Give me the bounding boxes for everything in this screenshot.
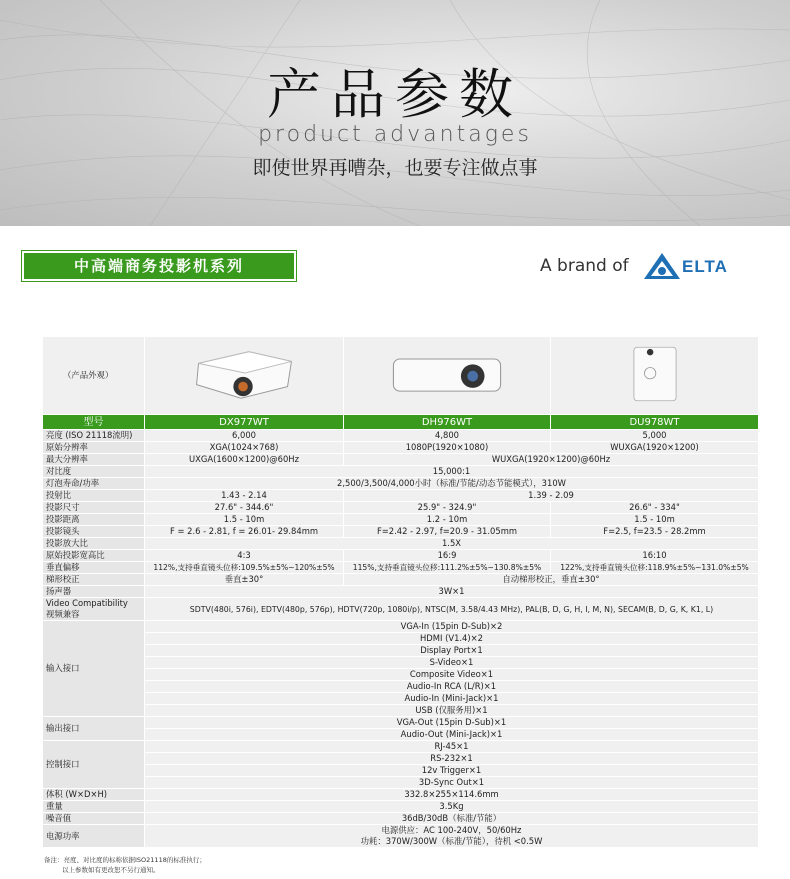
table-row (43, 454, 759, 466)
projector-icon (590, 344, 720, 404)
footnote-line: 以上参数如有更改恕不另行通知。 (62, 866, 160, 874)
cell: 5,000 (551, 430, 759, 442)
cell: 1080P(1920×1080) (344, 442, 551, 454)
series-label: 中高端商务投影机系列 (22, 251, 296, 281)
cell: 332.8×255×114.6mm (145, 789, 759, 801)
cell: 自动梯形校正，垂直±30° (344, 574, 759, 586)
table-row (43, 753, 759, 765)
table-row (43, 645, 759, 657)
cell: 15,000:1 (145, 466, 759, 478)
cell: 1.5 - 10m (551, 514, 759, 526)
product-image-dx977wt (145, 337, 344, 415)
cell (145, 825, 759, 848)
row-label: 噪音值 (43, 813, 145, 825)
cell: S-Video×1 (145, 657, 759, 669)
model-label: 型号 (43, 415, 145, 430)
cell: F = 2.6 - 2.81, f = 26.01- 29.84mm (145, 526, 344, 538)
cell: XGA(1024×768) (145, 442, 344, 454)
cell: VGA-Out (15pin D-Sub)×1 (145, 717, 759, 729)
row-label: 电源功率 (43, 825, 145, 848)
table-row (43, 801, 759, 813)
table-row (43, 657, 759, 669)
row-label-line: Video Compatibility (46, 598, 128, 608)
row-label: 亮度 (ISO 21118流明) (43, 430, 145, 442)
cell: 1.43 - 2.14 (145, 490, 344, 502)
cell: 3.5Kg (145, 801, 759, 813)
cell: RS-232×1 (145, 753, 759, 765)
page-subtitle: product advantages (258, 122, 532, 147)
cell: 4:3 (145, 550, 344, 562)
table-row (43, 490, 759, 502)
model-name: DU978WT (551, 415, 759, 430)
table-row (43, 693, 759, 705)
row-label: 原始投影宽高比 (43, 550, 145, 562)
row-label: 输出接口 (43, 717, 145, 741)
table-row (43, 789, 759, 801)
cell: RJ-45×1 (145, 741, 759, 753)
cell: SDTV(480i, 576i), EDTV(480p, 576p), HDTV(720p, 1080i/p), NTSC(M, 3.58/4.43 MHz), PAL(B, D, G, H, I, M, N), SECAM(B, D, G, K, K1, L) (145, 598, 759, 621)
row-label: 投影尺寸 (43, 502, 145, 514)
cell: WUXGA(1920×1200)@60Hz (344, 454, 759, 466)
cell: 36dB/30dB（标准/节能） (145, 813, 759, 825)
delta-logo (642, 251, 742, 281)
cell-line: 电源供应：AC 100-240V，50/60Hz (381, 825, 522, 835)
cell: Audio-In RCA (L/R)×1 (145, 681, 759, 693)
row-label: 对比度 (43, 466, 145, 478)
table-row (43, 526, 759, 538)
hero-banner (0, 0, 790, 226)
cell: UXGA(1600×1200)@60Hz (145, 454, 344, 466)
delta-triangle-icon (642, 251, 682, 281)
row-label (43, 598, 145, 621)
cell: Audio-In (Mini-Jack)×1 (145, 693, 759, 705)
table-row (43, 681, 759, 693)
cell: VGA-In (15pin D-Sub)×2 (145, 621, 759, 633)
footnote-line: 备注：亮度、对比度的标称依据ISO21118的标准执行； (44, 856, 206, 864)
table-row (43, 765, 759, 777)
table-row (43, 514, 759, 526)
table-row (43, 705, 759, 717)
cell: 1.39 - 2.09 (344, 490, 759, 502)
row-label: 原始分辨率 (43, 442, 145, 454)
table-row (43, 741, 759, 753)
table-row (43, 633, 759, 645)
table-row (43, 586, 759, 598)
cell: HDMI (V1.4)×2 (145, 633, 759, 645)
table-row (43, 669, 759, 681)
model-name: DH976WT (344, 415, 551, 430)
cell: 112%,支持垂直镜头位移:109.5%±5%~120%±5% (145, 562, 344, 574)
row-label-line: 视频兼容 (46, 609, 80, 619)
cell: 26.6" - 334" (551, 502, 759, 514)
cell: 3D-Sync Out×1 (145, 777, 759, 789)
table-row (43, 538, 759, 550)
table-row (43, 717, 759, 729)
cell: Audio-Out (Mini-Jack)×1 (145, 729, 759, 741)
table-row (43, 777, 759, 789)
cell: F=2.42 - 2.97, f=20.9 - 31.05mm (344, 526, 551, 538)
row-label: 投影镜头 (43, 526, 145, 538)
product-image-dh976wt (344, 337, 551, 415)
brand-text: A brand of (540, 256, 629, 276)
cell: WUXGA(1920×1200) (551, 442, 759, 454)
cell: 3W×1 (145, 586, 759, 598)
cell: Display Port×1 (145, 645, 759, 657)
table-row (43, 598, 759, 621)
cell: 6,000 (145, 430, 344, 442)
cell: 垂直±30° (145, 574, 344, 586)
table-row (43, 430, 759, 442)
table-row (43, 621, 759, 633)
row-label: 重量 (43, 801, 145, 813)
spec-table (42, 336, 759, 848)
cell: Composite Video×1 (145, 669, 759, 681)
table-row (43, 562, 759, 574)
cell: 122%,支持垂直镜头位移:118.9%±5%~131.0%±5% (551, 562, 759, 574)
table-row (43, 729, 759, 741)
cell: 4,800 (344, 430, 551, 442)
row-label: 投射比 (43, 490, 145, 502)
row-label: 体积 (W×D×H) (43, 789, 145, 801)
delta-logo-text: ELTA (682, 257, 728, 276)
footnote (44, 855, 206, 875)
page-title: 产品参数 (267, 63, 523, 126)
table-row (43, 502, 759, 514)
row-label: 投影放大比 (43, 538, 145, 550)
cell: 1.5X (145, 538, 759, 550)
image-row-label: （产品外观） (43, 337, 145, 415)
cell: 1.2 - 10m (344, 514, 551, 526)
cell: F=2.5, f=23.5 - 28.2mm (551, 526, 759, 538)
cell-line: 功耗：370W/300W（标准/节能），待机 <0.5W (360, 836, 543, 846)
product-image-du978wt (551, 337, 759, 415)
cell: 12v Trigger×1 (145, 765, 759, 777)
cell: 27.6" - 344.6" (145, 502, 344, 514)
page-slogan: 即使世界再嘈杂，也要专注做点事 (252, 157, 538, 179)
row-label: 扬声器 (43, 586, 145, 598)
table-row (43, 466, 759, 478)
projector-icon (382, 344, 512, 404)
cell: 16:9 (344, 550, 551, 562)
cell: 1.5 - 10m (145, 514, 344, 526)
table-row (43, 442, 759, 454)
cell: USB (仅服务用)×1 (145, 705, 759, 717)
cell: 25.9" - 324.9" (344, 502, 551, 514)
row-label: 控制接口 (43, 741, 145, 789)
model-header-row (43, 415, 759, 430)
table-row (43, 574, 759, 586)
model-name: DX977WT (145, 415, 344, 430)
row-label: 投影距离 (43, 514, 145, 526)
image-row (43, 337, 759, 415)
table-row (43, 550, 759, 562)
row-label: 梯形校正 (43, 574, 145, 586)
row-label: 垂直偏移 (43, 562, 145, 574)
row-label: 灯泡寿命/功率 (43, 478, 145, 490)
cell: 2,500/3,500/4,000小时（标准/节能/动态节能模式），310W (145, 478, 759, 490)
row-label: 最大分辨率 (43, 454, 145, 466)
projector-icon (179, 344, 309, 404)
table-row (43, 478, 759, 490)
row-label: 输入接口 (43, 621, 145, 717)
table-row (43, 825, 759, 848)
cell: 16:10 (551, 550, 759, 562)
table-row (43, 813, 759, 825)
cell: 115%,支持垂直镜头位移:111.2%±5%~130.8%±5% (344, 562, 551, 574)
